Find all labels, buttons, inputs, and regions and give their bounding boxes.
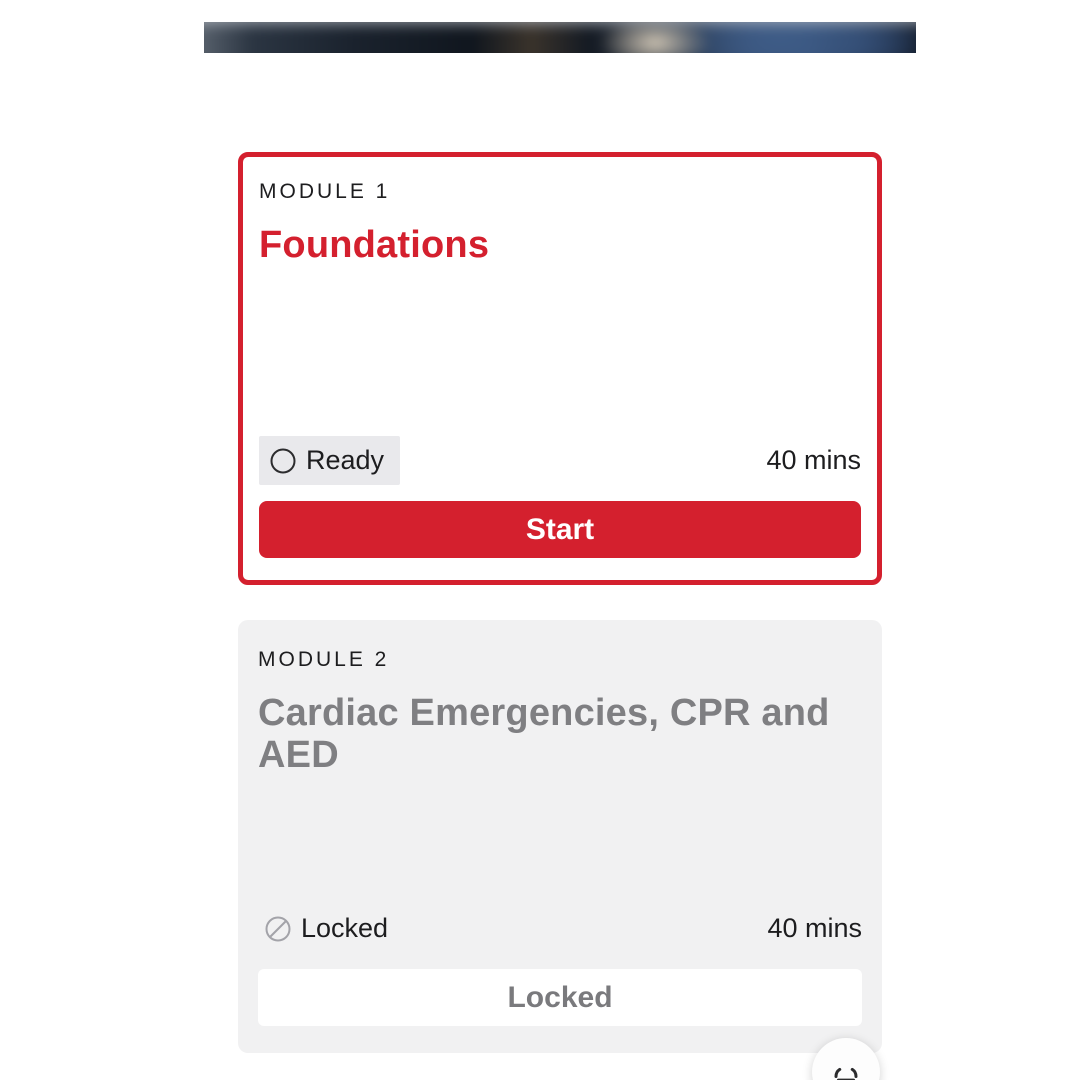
status-row xyxy=(259,436,861,485)
hero-blurred-image xyxy=(204,22,916,53)
start-button[interactable]: Start xyxy=(259,501,861,558)
module-title: Cardiac Emergencies, CPR and AED xyxy=(258,692,830,776)
module-title: Foundations xyxy=(259,224,490,266)
card-spacer xyxy=(258,776,862,904)
hero-video-strip xyxy=(204,22,916,53)
locked-button[interactable]: Locked xyxy=(258,969,862,1026)
module-eyebrow: MODULE 2 xyxy=(258,648,390,671)
circle-outline-icon xyxy=(269,447,297,475)
status-label: Locked xyxy=(301,913,389,943)
status-row xyxy=(258,904,862,953)
duration-label: 40 mins xyxy=(766,445,861,475)
card-spacer xyxy=(259,266,861,436)
module-card-cardiac xyxy=(238,620,882,1053)
module-eyebrow: MODULE 1 xyxy=(259,180,391,203)
status-badge-locked xyxy=(258,904,404,953)
no-entry-icon xyxy=(264,915,292,943)
duration-label: 40 mins xyxy=(767,913,862,943)
status-badge-ready xyxy=(259,436,400,485)
assistant-icon xyxy=(826,1059,866,1080)
module-card-foundations xyxy=(238,152,882,585)
content-column xyxy=(204,0,916,1080)
status-label: Ready xyxy=(306,445,385,475)
